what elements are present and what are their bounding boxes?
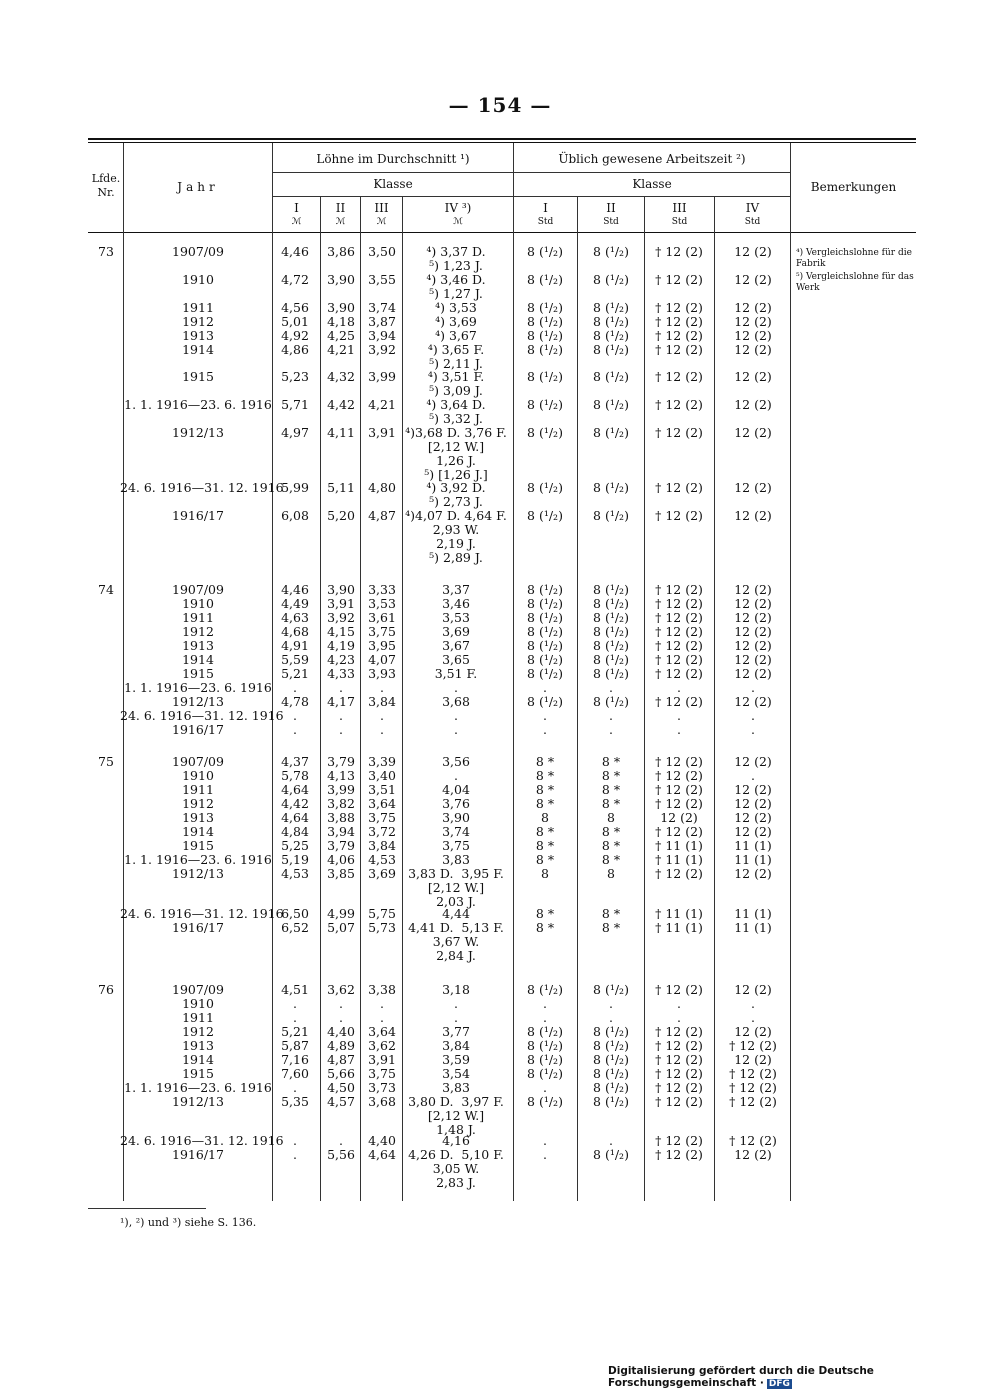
table-top-rule bbox=[88, 138, 916, 140]
header-nr: Nr. bbox=[97, 186, 115, 199]
wage-cell: 5,71 bbox=[281, 397, 309, 412]
header-col-iii-std: III bbox=[672, 201, 687, 215]
hours-cell: 8 (¹/₂) 8 (¹/₂) 8 (¹/₂) 8 (¹/₂) 8 (¹/₂) 8 (¹/₂) 8 (¹/₂) . 8 (¹/₂) . . bbox=[527, 582, 563, 737]
wage-cell: 4,32 bbox=[327, 369, 355, 384]
wage-cell: 4,16 4,26 D. 5,10 F. 3,05 W. 2,83 J. bbox=[408, 1133, 504, 1190]
wage-cell: 3,90 3,91 3,92 4,15 4,19 4,23 4,33 . 4,17 . . bbox=[327, 582, 355, 737]
digitization-credit bbox=[608, 1365, 1000, 1389]
wage-cell: 4,46 4,49 4,63 4,68 4,91 5,59 5,21 . 4,78 . . bbox=[281, 582, 309, 737]
hours-cell: 8 (¹/₂) bbox=[527, 397, 563, 412]
header-col-ii-std: II bbox=[606, 201, 616, 215]
wage-cell: 4,42 bbox=[327, 397, 355, 412]
hours-cell: 8 * 8 * bbox=[601, 906, 621, 935]
subheader-rule bbox=[514, 196, 790, 197]
hours-cell: 12 (2) . 12 (2) 12 (2) 12 (2) 12 (2) 11 (1) 11 (1) 12 (2) bbox=[734, 754, 772, 881]
header-bemerkungen: Bemerkungen bbox=[810, 180, 897, 194]
hours-cell: † 12 (2) . . † 12 (2) † 12 (2) † 12 (2) † 12 (2) † 12 (2) † 12 (2) bbox=[655, 982, 703, 1109]
wage-cell: 4,46 bbox=[281, 244, 309, 259]
col-divider bbox=[513, 143, 514, 1201]
year-cell: 1. 1. 1916—23. 6. 1916 bbox=[124, 397, 272, 412]
wage-cell: 3,38 . . 3,64 3,62 3,91 3,75 3,73 3,68 bbox=[368, 982, 396, 1109]
wage-cell: 3,86 bbox=[327, 244, 355, 259]
wage-cell: 4,51 . . 5,21 5,87 7,16 7,60 . 5,35 bbox=[281, 982, 309, 1109]
dfg-logo-icon: DFG bbox=[768, 1379, 790, 1389]
hours-cell: 12 (2) bbox=[734, 244, 772, 259]
year-cell: 1907/09 1910 1911 1912 1913 1914 1915 1. 1. 1916—23. 6. 1916 1912/13 bbox=[124, 754, 272, 881]
wage-cell: 4,37 5,78 4,64 4,42 4,64 4,84 5,25 5,19 4,53 bbox=[281, 754, 309, 881]
hours-cell: 8 (¹/₂) bbox=[593, 397, 629, 412]
hours-cell: † 12 (2) † 12 (2) † 12 (2) † 12 (2) † 12 (2) † 12 (2) † 12 (2) . † 12 (2) . . bbox=[655, 582, 703, 737]
wage-cell: 4,72 bbox=[281, 272, 309, 287]
row-number: 76 bbox=[98, 982, 114, 997]
hours-cell: 12 (2) bbox=[734, 272, 772, 287]
year-cell: 1911 1912 1913 1914 bbox=[182, 300, 214, 357]
year-cell: 1907/09 1910 1911 1912 1913 1914 1915 1. 1. 1916—23. 6. 1916 1912/13 24. 6. 1916—31. 12. 1916 1916/17 bbox=[120, 582, 284, 737]
hours-cell: † 11 (1) † 11 (1) bbox=[655, 906, 703, 935]
wage-cell: 5,11 bbox=[327, 480, 355, 495]
hours-cell: 8 * 8 * 8 * 8 * 8 8 * 8 * 8 * 8 bbox=[535, 754, 555, 881]
year-cell: 1907/09 bbox=[172, 244, 224, 259]
wage-cell: 4,80 bbox=[368, 480, 396, 495]
wage-cell: ⁴) 3,51 F. ⁵) 3,09 J. bbox=[427, 369, 485, 398]
wage-cell: 4,97 bbox=[281, 425, 309, 440]
row-number: 75 bbox=[98, 754, 114, 769]
hours-cell: 12 (2) bbox=[734, 397, 772, 412]
year-cell: 24. 6. 1916—31. 12. 1916 1916/17 bbox=[120, 1133, 284, 1162]
hours-cell: 8 (¹/₂) bbox=[527, 425, 563, 440]
hours-cell: 8 (¹/₂) bbox=[593, 369, 629, 384]
subheader-rule bbox=[273, 172, 513, 173]
header-col-iv: IV ³) bbox=[444, 201, 472, 215]
wage-cell: 5,20 bbox=[327, 508, 355, 523]
wage-cell: 3,90 4,18 4,25 4,21 bbox=[327, 300, 355, 357]
wage-cell: ⁴)4,07 D. 4,64 F. 2,93 W. 2,19 J. ⁵) 2,89 J. bbox=[405, 508, 507, 565]
unit-std: Std bbox=[537, 217, 554, 227]
wage-cell: 3,33 3,53 3,61 3,75 3,95 4,07 3,93 . 3,84 . . bbox=[368, 582, 396, 737]
unit-std: Std bbox=[744, 217, 761, 227]
subheader-rule bbox=[273, 196, 513, 197]
hours-cell: 12 (2) 12 (2) 12 (2) 12 (2) 12 (2) 12 (2) 12 (2) . 12 (2) . . bbox=[734, 582, 772, 737]
wage-cell: ⁴) 3,53 ⁴) 3,69 ⁴) 3,67 ⁴) 3,65 F. ⁵) 2,11 J. bbox=[427, 300, 485, 371]
hours-cell: . 8 (¹/₂) bbox=[593, 1133, 629, 1162]
wage-cell: 3,79 4,13 3,99 3,82 3,88 3,94 3,79 4,06 3,85 bbox=[327, 754, 355, 881]
hours-cell: 8 * 8 * 8 * 8 * 8 8 * 8 * 8 * 8 bbox=[601, 754, 621, 881]
wage-cell: 3,90 bbox=[327, 272, 355, 287]
row-number: 74 bbox=[98, 582, 114, 597]
hours-cell: † 12 (2) † 12 (2) † 12 (2) † 12 (2) 12 (2) † 12 (2) † 11 (1) † 11 (1) † 12 (2) bbox=[655, 754, 703, 881]
footnote: ¹), ²) und ³) siehe S. 136. bbox=[120, 1216, 257, 1229]
remark-fabrik: ⁴) Vergleichslohne für die Fabrik bbox=[796, 248, 912, 269]
header-col-ii: II bbox=[335, 201, 346, 215]
wage-cell: ⁴)3,68 D. 3,76 F. [2,12 W.] 1,26 J. ⁵) [1,26 J.] bbox=[405, 425, 507, 482]
wage-cell: 3,91 bbox=[368, 425, 396, 440]
page-number: — 154 — bbox=[448, 93, 552, 117]
wage-cell: ⁴) 3,46 D. ⁵) 1,27 J. bbox=[426, 272, 486, 301]
hours-cell: 12 (2) bbox=[734, 480, 772, 495]
wage-cell: 4,87 bbox=[368, 508, 396, 523]
hours-cell: 8 (¹/₂) . . 8 (¹/₂) 8 (¹/₂) 8 (¹/₂) 8 (¹/₂) . 8 (¹/₂) bbox=[527, 982, 563, 1109]
hours-cell: 8 (¹/₂) bbox=[593, 272, 629, 287]
year-cell: 24. 6. 1916—31. 12. 1916 1916/17 bbox=[120, 906, 284, 935]
hours-cell: † 12 (2) † 12 (2) bbox=[655, 1133, 703, 1162]
hours-cell: 8 (¹/₂) 8 (¹/₂) 8 (¹/₂) 8 (¹/₂) bbox=[593, 300, 629, 357]
wage-cell: 3,74 3,87 3,94 3,92 bbox=[368, 300, 396, 357]
year-cell: 1912/13 bbox=[172, 425, 224, 440]
wage-cell: 4,56 5,01 4,92 4,86 bbox=[281, 300, 309, 357]
wage-cell: 4,21 bbox=[368, 397, 396, 412]
table-top-rule-2 bbox=[88, 142, 916, 143]
wage-cell: 3,55 bbox=[368, 272, 396, 287]
header-klasse-zeit: Klasse bbox=[632, 177, 672, 191]
year-cell: 24. 6. 1916—31. 12. 1916 bbox=[120, 480, 284, 495]
hours-cell: 8 * 8 * bbox=[535, 906, 555, 935]
hours-cell: † 12 (2) bbox=[655, 397, 703, 412]
wage-cell: 5,75 5,73 bbox=[368, 906, 396, 935]
year-cell: 1915 bbox=[182, 369, 214, 384]
hours-cell: 12 (2) bbox=[734, 425, 772, 440]
hours-cell: † 12 (2) bbox=[655, 508, 703, 523]
header-klasse-loehne: Klasse bbox=[373, 177, 413, 191]
hours-cell: 12 (2) bbox=[734, 369, 772, 384]
wage-cell: 3,99 bbox=[368, 369, 396, 384]
hours-cell: 8 (¹/₂) bbox=[593, 244, 629, 259]
hours-cell: 8 (¹/₂) bbox=[527, 369, 563, 384]
hours-cell: † 12 (2) 12 (2) bbox=[729, 1133, 777, 1162]
unit-mark: ℳ bbox=[335, 217, 346, 227]
subheader-rule bbox=[514, 172, 790, 173]
unit-mark: ℳ bbox=[291, 217, 302, 227]
col-divider bbox=[790, 143, 791, 1201]
hours-cell: 8 (¹/₂) bbox=[527, 508, 563, 523]
wage-cell: . 5,56 bbox=[327, 1133, 355, 1162]
hours-cell: 8 (¹/₂) . . 8 (¹/₂) 8 (¹/₂) 8 (¹/₂) 8 (¹/₂) 8 (¹/₂) 8 (¹/₂) bbox=[593, 982, 629, 1109]
hours-cell: 8 (¹/₂) bbox=[527, 244, 563, 259]
unit-mark: ℳ bbox=[453, 217, 463, 227]
unit-mark: ℳ bbox=[376, 217, 387, 227]
wage-cell: 4,44 4,41 D. 5,13 F. 3,67 W. 2,84 J. bbox=[408, 906, 504, 963]
year-cell: 1916/17 bbox=[172, 508, 224, 523]
hours-cell: 8 (¹/₂) bbox=[593, 425, 629, 440]
header-bottom-rule bbox=[88, 232, 916, 233]
unit-std: Std bbox=[671, 217, 688, 227]
remark-werk: ⁵) Vergleichslohne für das Werk bbox=[796, 272, 914, 293]
hours-cell: † 12 (2) bbox=[655, 369, 703, 384]
wage-cell: 5,99 bbox=[281, 480, 309, 495]
hours-cell: † 12 (2) † 12 (2) † 12 (2) † 12 (2) bbox=[655, 300, 703, 357]
digitization-text: Digitalisierung gefördert durch die Deutsche Forschungsgemeinschaft · bbox=[608, 1365, 874, 1389]
wage-cell: 6,50 6,52 bbox=[281, 906, 309, 935]
header-lfde: Lfde. bbox=[91, 172, 121, 185]
wage-cell: 4,99 5,07 bbox=[327, 906, 355, 935]
hours-cell: 8 (¹/₂) bbox=[527, 272, 563, 287]
hours-cell: 11 (1) 11 (1) bbox=[734, 906, 772, 935]
wage-cell: ⁴) 3,64 D. ⁵) 3,32 J. bbox=[426, 397, 486, 426]
wage-cell: 3,62 . . 4,40 4,89 4,87 5,66 4,50 4,57 bbox=[327, 982, 355, 1109]
header-loehne: Löhne im Durchschnitt ¹) bbox=[316, 152, 470, 166]
header-col-i-std: I bbox=[543, 201, 548, 215]
header-col-iii: III bbox=[374, 201, 389, 215]
year-cell: 1907/09 1910 1911 1912 1913 1914 1915 1. 1. 1916—23. 6. 1916 1912/13 bbox=[124, 982, 272, 1109]
wage-cell: ⁴) 3,37 D. ⁵) 1,23 J. bbox=[426, 244, 486, 273]
wage-cell: 3,37 3,46 3,53 3,69 3,67 3,65 3,51 F. . 3,68 . . bbox=[434, 582, 478, 737]
year-cell: 1910 bbox=[182, 272, 214, 287]
hours-cell: 8 (¹/₂) bbox=[527, 480, 563, 495]
wage-cell: 4,40 4,64 bbox=[368, 1133, 396, 1162]
wage-cell: ⁴) 3,92 D. ⁵) 2,73 J. bbox=[426, 480, 486, 509]
hours-cell: 8 (¹/₂) 8 (¹/₂) 8 (¹/₂) 8 (¹/₂) bbox=[527, 300, 563, 357]
footnote-rule bbox=[88, 1208, 206, 1209]
header-col-iv-std: IV bbox=[745, 201, 760, 215]
unit-std: Std bbox=[603, 217, 619, 227]
col-divider bbox=[714, 196, 715, 1201]
header-jahr: Jahr bbox=[177, 180, 219, 194]
header-col-i: I bbox=[294, 201, 299, 215]
wage-cell: 5,23 bbox=[281, 369, 309, 384]
row-number: 73 bbox=[98, 244, 114, 259]
hours-cell: 8 (¹/₂) 8 (¹/₂) 8 (¹/₂) 8 (¹/₂) 8 (¹/₂) 8 (¹/₂) 8 (¹/₂) . 8 (¹/₂) . . bbox=[593, 582, 629, 737]
wage-cell: 3,56 . 4,04 3,76 3,90 3,74 3,75 3,83 3,83 D. 3,95 F. [2,12 W.] 2,03 J. bbox=[408, 754, 504, 909]
hours-cell: † 12 (2) bbox=[655, 480, 703, 495]
hours-cell: 12 (2) bbox=[734, 508, 772, 523]
wage-cell: 6,08 bbox=[281, 508, 309, 523]
wage-cell: 3,50 bbox=[368, 244, 396, 259]
hours-cell: 12 (2) 12 (2) 12 (2) 12 (2) bbox=[734, 300, 772, 357]
col-divider bbox=[320, 196, 321, 1201]
hours-cell: 12 (2) . . 12 (2) † 12 (2) 12 (2) † 12 (2) † 12 (2) † 12 (2) bbox=[729, 982, 777, 1109]
hours-cell: 8 (¹/₂) bbox=[593, 508, 629, 523]
hours-cell: 8 (¹/₂) bbox=[593, 480, 629, 495]
hours-cell: † 12 (2) bbox=[655, 425, 703, 440]
wage-cell: 4,11 bbox=[327, 425, 355, 440]
wage-cell: 3,39 3,40 3,51 3,64 3,75 3,72 3,84 4,53 3,69 bbox=[368, 754, 396, 881]
wage-cell: . . bbox=[293, 1133, 297, 1162]
header-lfde-nr bbox=[88, 172, 124, 200]
hours-cell: . . bbox=[543, 1133, 547, 1162]
hours-cell: † 12 (2) bbox=[655, 272, 703, 287]
hours-cell: † 12 (2) bbox=[655, 244, 703, 259]
wage-cell: 3,18 . . 3,77 3,84 3,59 3,54 3,83 3,80 D. 3,97 F. [2,12 W.] 1,48 J. bbox=[408, 982, 504, 1137]
header-arbeitszeit: Üblich gewesene Arbeitszeit ²) bbox=[558, 152, 746, 166]
